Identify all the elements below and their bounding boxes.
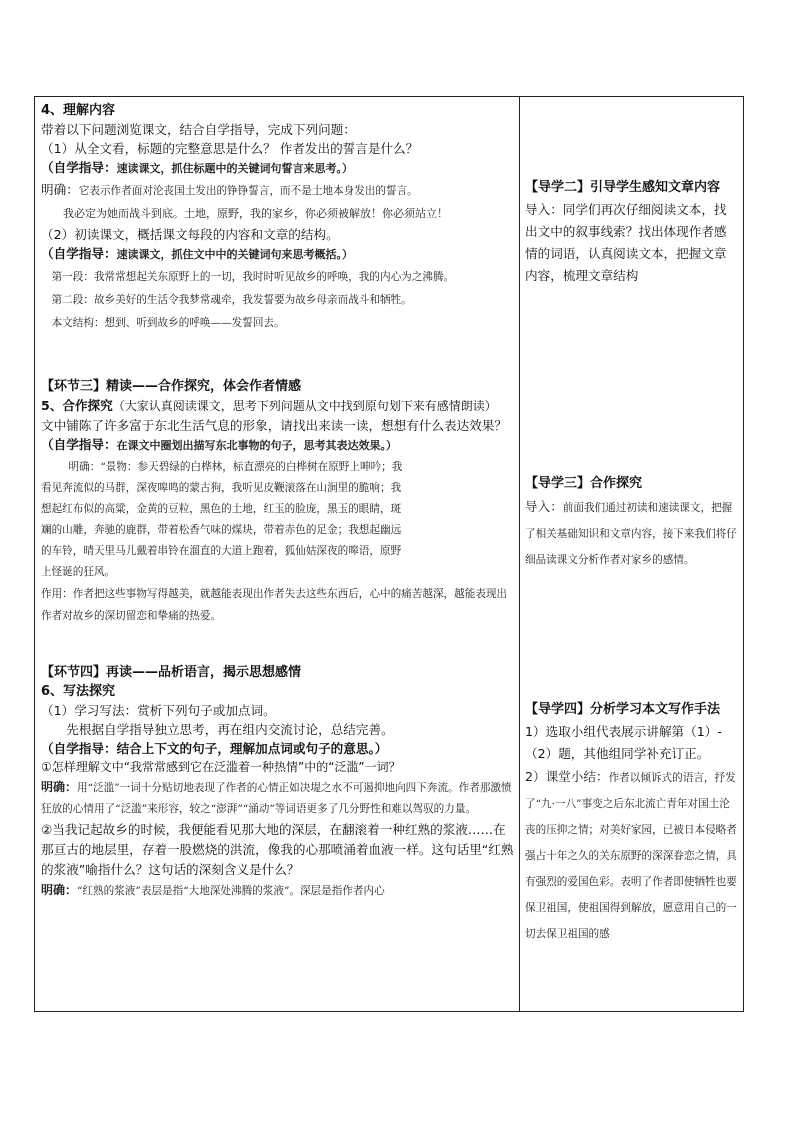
guide-2-title: 【导学二】引导学生感知文章内容: [525, 180, 721, 195]
self-study-guide-3: （自学指导：在课文中圈划出描写东北事物的句子，思考其表达效果。）: [41, 437, 398, 452]
item-2-question: ②当我记起故乡的时候，我便能看见那大地的深层，在翻滚着一种红熟的浆液……在那亘古的地层里，存着一股燃烧的洪流，像我的心那喷涌着血液一样。这句话里“红熟的浆液”喻指什么？这句话的深刻含义是什么？: [41, 822, 514, 877]
lesson-plan-table: [34, 96, 744, 1012]
guide-3-title: 【导学三】合作探究: [525, 476, 643, 491]
answer-1: 明确：它表示作者面对沦丧国土发出的铮铮誓言，而不是土地本身发出的誓言。: [41, 182, 418, 197]
column-divider: [519, 97, 520, 1011]
guide-4-cell: [525, 699, 739, 947]
paragraph-1-summary: 第一段：我常常想起关东原野上的一切，我时时听见故乡的呼唤，我的内心为之沸腾。: [51, 271, 455, 283]
section-6-note: 先根据自学指导独立思考，再在组内交流讨论，总结完善。: [66, 722, 394, 737]
item-1-question: ①怎样理解文中“我常常感到它在泛滥着一种热情”中的“泛滥”一词？: [41, 760, 401, 774]
self-study-guide-2: （自学指导：速读课文，抓住文中中的关键词句来思考概括。）: [41, 246, 354, 261]
answer-3: 明确：“景物：参天碧绿的白桦林，标直漂亮的白桦树在原野上呻吟；我 看见奔流似的马群，深夜嗥鸣的蒙古狗，我听见皮鞭滚落在山涧里的脆响；我 想起红布似的高粱，金黄的豆粒，黑色的土地，红玉的脸庞，黑玉的眼睛，斑 斓的山雕，奔驰的鹿群，带着松香气味的煤块，带着赤色的足金；我想起幽远 的车铃，晴天里马儿戴着串铃在溜直的大道上跑着，狐仙姑深夜的嗥语，原野 上怪诞的狂风。: [41, 461, 403, 578]
section-6-title: 6、写法探究: [41, 684, 116, 699]
section-4-intro: 带着以下问题浏览课文，结合自学指导，完成下列问题：: [41, 122, 356, 137]
item-2-answer: 明确：“红熟的浆液”表层是指“大地深处沸腾的浆液”。深层是指作者内心: [41, 883, 385, 897]
section-4-heading: 【环节四】再读——品析语言，揭示思想感情: [41, 665, 302, 680]
self-study-guide-4: （自学指导：结合上下文的句子，理解加点词或句子的意思。）: [41, 741, 388, 756]
question-2: （2）初读课文，概括课文每段的内容和文章的结构。: [41, 227, 339, 242]
guide-4-title: 【导学四】分析学习本文写作手法: [525, 702, 721, 717]
self-study-guide-1: （自学指导：速读课文，抓住标题中的关键词句誓言来思考。）: [41, 160, 354, 175]
guide-4-text-2: 2）课堂小结：作者以倾诉式的语言，抒发了“九·一八”事变之后东北流亡青年对国土沦丧的压抑之情；对美好家园，已被日本侵略者强占十年之久的关东原野的深深眷恋之情，具有强烈的爱国色彩。表明了作者即使牺牲也要保卫祖国，使祖国得到解放，愿意用自己的一切去保卫祖国的感: [525, 769, 737, 940]
question-1: （1）从全文看，标题的完整意思是什么？ 作者发出的誓言是什么？: [41, 141, 419, 156]
structure-summary: 本文结构：想到、听到故乡的呼唤——发誓回去。: [51, 317, 285, 329]
answer-1-continued: 我必定为她而战斗到底。土地，原野，我的家乡，你必须被解放！你必须站立！: [63, 207, 448, 220]
guide-2-cell: [525, 177, 739, 287]
paragraph-2-summary: 第二段：故乡美好的生活令我梦常魂牵，我发誓要为故乡母亲而战斗和牺牲。: [51, 294, 412, 306]
left-column: [41, 101, 515, 902]
guide-2-text: 导入：同学们再次仔细阅读文本，找出文中的叙事线索？找出体现作者感情的词语，认真阅读文本，把握文章内容，梳理文章结构: [525, 202, 727, 283]
section-3-heading: 【环节三】精读——合作探究，体会作者情感: [41, 379, 302, 394]
guide-4-text-1: 1）选取小组代表展示讲解第（1）-（2）题，其他组同学补充订正。: [525, 724, 722, 761]
item-1-answer: 明确：用“泛滥”一词十分贴切地表现了作者的心情正如决堤之水不可遏抑地向四下奔流。作者那激愤狂放的心情用了“泛滥”来形容，较之“澎湃”“涌动”等词语更多了几分野性和难以驾驭的力量。: [41, 780, 512, 815]
guide-3-text: 导入：前面我们通过初读和速读课文，把握了相关基础知识和文章内容，接下来我们将仔细品读课文分析作者对家乡的感情。: [525, 499, 737, 566]
section-5-question: 文中铺陈了许多富于东北生活气息的形象，请找出来读一读，想想有什么表达效果？: [41, 418, 507, 433]
guide-3-cell: [525, 473, 739, 573]
section-6-question-1: （1）学习写法：赏析下列句子或加点词。: [41, 703, 276, 718]
section-4-title: 4、理解内容: [41, 103, 116, 118]
section-5-title: 5、合作探究（大家认真阅读课文，思考下列问题从文中找到原句划下来有感情朗读）: [41, 398, 497, 413]
answer-3-effect: 作用：作者把这些事物写得越美，就越能表现出作者失去这些东西后，心中的痛苦越深，越能表现出作者对故乡的深切留恋和挚痛的热爱。: [41, 588, 508, 622]
